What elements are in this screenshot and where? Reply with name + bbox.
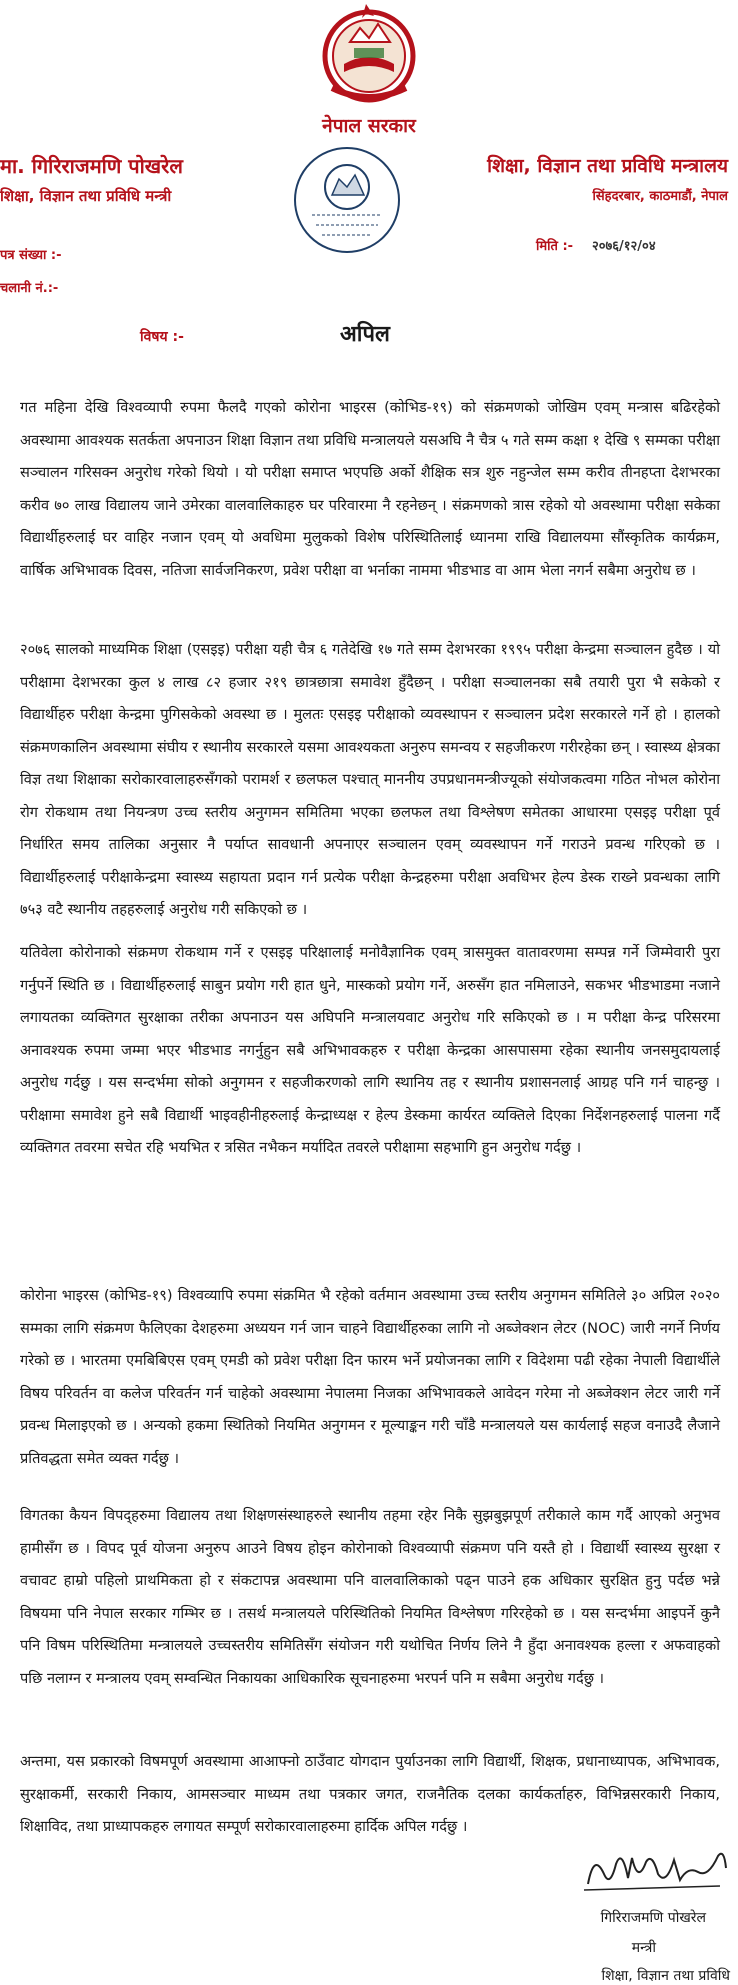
signatory-organization: शिक्षा, विज्ञान तथा प्रविधि [601,1968,730,1984]
paragraph-3: यतिवेला कोरोनाको संक्रमण रोकथाम गर्ने र एसइइ परिक्षालाई मनोवैज्ञानिक एवम् त्रासमुक्त वातावरणमा सम्पन्न गर्ने जिम्मेवारी पुरा गर्नुपर्ने स्थिति छ । विद्यार्थीहरुलाई साबुन प्रयोग गरी हात धुने, मास्कको प्रयोग गर्ने, अरुसँग हात नमिलाउने, सकभर भीडभाडमा नजाने लगायतका व्यक्तिगत सुरक्षाका तरीका अपनाउन यस अघिपनि मन्त्रालयवाट अनुरोध गरि सकिएको छ । म परीक्षा केन्द्र परिसरमा अनावश्यक रुपमा जम्मा भएर भीडभाड नगर्नुहुन सबै अभिभावकहरु र परीक्षा केन्द्रका आसपासमा रहेका स्थानीय जनसमुदायलाई अनुरोध गर्दछु । यस सन्दर्भमा सोको अनुगमन र सहजीकरणको लागि स्थानिय तह र स्थानीय प्रशासनलाई आग्रह पनि गर्न चाहन्छु । परीक्षामा समावेश हुने सबै विद्यार्थी भाइवहीनीहरुलाई केन्द्राध्यक्ष र हेल्प डेस्कमा कार्यरत व्यक्तिले दिएका निर्देशनहरुलाई पालना गर्दै व्यक्तिगत तवरमा सचेत रहि भयभित र त्रसित नभैकन मर्यादित तवरले परीक्षामा सहभागि हुन अनुरोध गर्दछु । [20,944,720,1156]
handwritten-signature-icon [580,1844,730,1894]
paragraph-5: विगतका कैयन विपद्हरुमा विद्यालय तथा शिक्षणसंस्थाहरुले स्थानीय तहमा रहेर निकै सुझबुझपूर्ण तरीकाले काम गर्दै आएको अनुभव हामीसँग छ । विपद पूर्व योजना अनुरुप आउने विषय होइन कोरोनाको विश्वव्यापी संक्रमण पनि यस्तै हो । विद्यार्थी स्वास्थ्य सुरक्षा र वचावट हाम्रो पहिलो प्राथमिकता हो र संकटापन्न अवस्थामा पनि वालवालिकाको पढ्न पाउने हक अधिकार सुरक्षित हुनु पर्दछ भन्ने विषयमा पनि नेपाल सरकार गम्भिर छ । तसर्थ मन्त्रालयले परिस्थितिको नियमित विश्लेषण गरिरहेको छ । यस सन्दर्भमा आइपर्ने कुनै पनि विषम परिस्थितिमा मन्त्रालयले उच्चस्तरीय समितिसँग संयोजन गरी यथोचित निर्णय लिने नै हुँदा अनावश्यक हल्ला र अफवाहको पछि नलाग्न र मन्त्रालय एवम् सम्वन्धित निकायका आधिकारिक सूचनाहरुमा भरपर्न पनि म सबैमा अनुरोध गर्दछु । [20,1507,720,1687]
minister-title: शिक्षा, विज्ञान तथा प्रविधि मन्त्री [0,187,172,205]
letter-number-label: पत्र संख्या :- [0,248,62,263]
government-title: नेपाल सरकार [322,115,416,137]
ministry-seal-icon [292,145,402,255]
date-value: २०७६/१२/०४ [592,239,656,254]
paragraph-4: कोरोना भाइरस (कोभिड-१९) विश्वव्यापि रुपमा संक्रमित भै रहेको वर्तमान अवस्थामा उच्च स्तरीय अनुगमन समितिले ३० अप्रिल २०२० सम्मका लागि संक्रमण फैलिएका देशहरुमा अध्ययन गर्न जान चाहने विद्यार्थीहरुका लागि नो अब्जेक्शन लेटर (NOC) जारी नगर्ने निर्णय गरेको छ । भारतमा एमबिबिएस एवम् एमडी को प्रवेश परीक्षा दिन फारम भर्ने प्रयोजनका लागि र विदेशमा पढी रहेका नेपाली विद्यार्थीले विषय परिवर्तन वा कलेज परिवर्तन गर्न चाहेको अवस्थामा नेपालमा निजका अभिभावकले आवेदन गरेमा नो अब्जेक्शन लेटर जारी गर्ने प्रवन्ध मिलाइएको छ । अन्यको हकमा स्थितिको नियमित अनुगमन र मूल्याङ्कन गरी चाँडै मन्त्रालयले यस कार्यलाई सहज वनाउदै लैजाने प्रतिवद्धता समेत व्यक्त गर्दछु । [20,1287,720,1467]
subject-label: विषय :- [140,329,184,345]
subject-title: अपिल [340,322,390,347]
nepal-emblem-icon [310,2,428,110]
dispatch-number-label: चलानी नं.:- [0,281,59,296]
paragraph-1: गत महिना देखि विश्वव्यापी रुपमा फैलदै गएको कोरोना भाइरस (कोभिड-१९) को संक्रमणको जोखिम एवम् मन्त्रास बढिरहेको अवस्थामा आवश्यक सतर्कता अपनाउन शिक्षा विज्ञान तथा प्रविधि मन्त्रालयले यसअघि नै चैत्र ५ गते सम्म कक्षा १ देखि ९ सम्मका परीक्षा सञ्चालन गरिसक्न अनुरोध गरेको थियो । यो परीक्षा समाप्त भएपछि अर्को शैक्षिक सत्र शुरु नहुन्जेल सम्म करीव तीनहप्ता देशभरका करीव ७० लाख विद्यालय जाने उमेरका वालवालिकाहरु घर परिवारमा नै रहनेछन् । संक्रमणको त्रास रहेको यो अवस्थामा परीक्षा सकेका विद्यार्थीहरुलाई घर वाहिर नजान एवम् यो अवधिमा मुलुकको विशेष परिस्थितिलाई ध्यानमा राखि विद्यालयमा सौंस्कृतिक कार्यक्रम, वार्षिक अभिभावक दिवस, नतिजा सार्वजनिकरण, प्रवेश परीक्षा वा भर्नाका नाममा भीडभाड वा आम भेला नगर्न सबैमा अनुरोध छ । [20,399,720,579]
signatory-name: गिरिराजमणि पोखरेल [600,1910,706,1926]
date-label: मिति :- [536,239,574,254]
paragraph-6: अन्तमा, यस प्रकारको विषमपूर्ण अवस्थामा आआफ्नो ठाउँवाट योगदान पुर्याउनका लागि विद्यार्थी, शिक्षक, प्रधानाध्यापक, अभिभावक, सुरक्षाकर्मी, सरकारी निकाय, आमसञ्चार माध्यम तथा पत्रकार जगत, राजनैतिक दलका कार्यकर्ताहरु, विभिन्नसरकारी निकाय, शिक्षाविद, तथा प्राध्यापकहरु लगायत सम्पूर्ण सरोकारवालाहरुमा हार्दिक अपिल गर्दछु । [20,1753,720,1835]
signatory-role: मन्त्री [631,1940,656,1956]
ministry-address: सिंहदरबार, काठमाडौं, नेपाल [592,189,728,204]
ministry-name: शिक्षा, विज्ञान तथा प्रविधि मन्त्रालय [487,155,728,177]
paragraph-2: २०७६ सालको माध्यमिक शिक्षा (एसइइ) परीक्षा यही चैत्र ६ गतेदेखि १७ गते सम्म देशभरका १९९५ परीक्षा केन्द्रमा सञ्चालन हुदैछ । यो परीक्षामा देशभरका कुल ४ लाख ८२ हजार २१९ छात्रछात्रा समावेश हुँदैछन् । परीक्षा सञ्चालनका सबै तयारी पुरा भै सकेको र विद्यार्थीहरु परीक्षा केन्द्रमा पुगिसकेको अवस्था छ । मुलतः एसइइ परीक्षाको व्यवस्थापन र सञ्चालन प्रदेश सरकारले गर्ने हो । हालको संक्रमणकालिन अवस्थामा संघीय र स्थानीय सरकारले यसमा आवश्यकता अनुरुप समन्वय र सहजीकरण गरीरहेका छन् । स्वास्थ्य क्षेत्रका विज्ञ तथा शिक्षाका सरोकारवालाहरुसँगको परामर्श र छलफल पश्चात् माननीय उपप्रधानमन्त्रीज्यूको संयोजकत्वमा गठित नोभल कोरोना रोग रोकथाम तथा नियन्त्रण उच्च स्तरीय अनुगमन समितिमा भएका छलफल तथा विश्लेषण समेतका आधारमा एसइइ परीक्षा पूर्व निर्धारित समय तालिका अनुसार नै पर्याप्त सावधानी अपनाएर सञ्चालन एवम् व्यवस्थापन गर्ने गराउने प्रवन्ध गरिएको छ । विद्यार्थीहरुलाई परीक्षाकेन्द्रमा स्वास्थ्य सहायता प्रदान गर्न प्रत्येक परीक्षा केन्द्रहरुमा परीक्षा अवधिभर हेल्प डेस्क राख्ने प्रवन्धका लागि ७५३ वटै स्थानीय तहहरुलाई अनुरोध गरी सकिएको छ । [20,641,720,918]
minister-name: मा. गिरिराजमणि पोखरेल [0,154,183,178]
